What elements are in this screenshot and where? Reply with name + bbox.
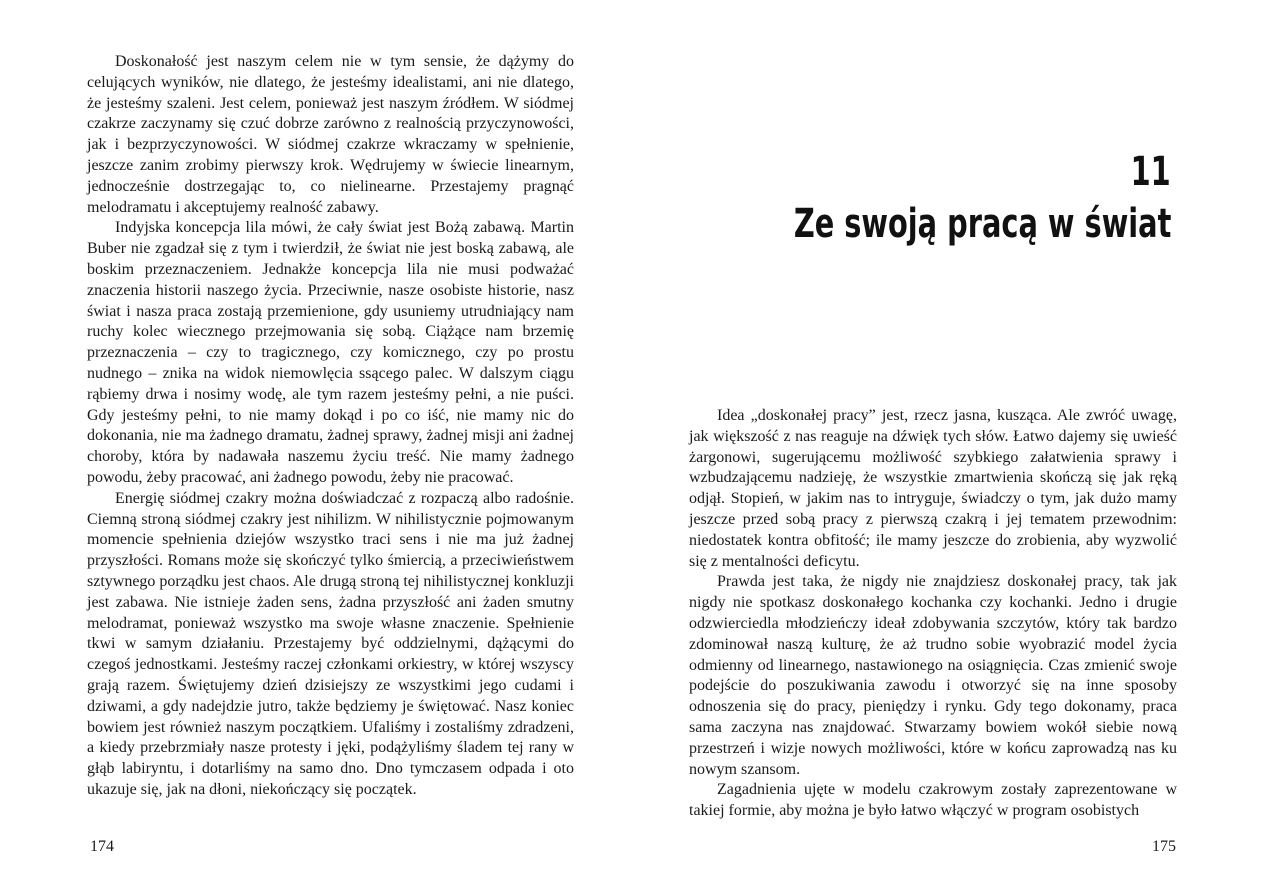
left-paragraph-3: Energię siódmej czakry można doświadczać z rozpaczą albo radośnie. Ciemną stroną siódmej czakry jest nihilizm. W nihilistycznie pojmowanym momencie spełnienia dziejów wszystko traci sens i nie ma już żadnej przyszłości. Romans może się skończyć tylko śmiercią, a przeciwieństwem sztywnego porządku jest chaos. Ale drugą stroną tej nihilistycznej konkluzji jest zabawa. Nie istnieje żaden sens, żadna przyszłość ani żaden smutny melodramat, ponieważ wszystko ma swoje własne znaczenie. Spełnienie tkwi w samym działaniu. Przestajemy być oddzielnymi, dążącymi do czegoś jednostkami. Jesteśmy raczej członkami orkiestry, w której wszyscy grają razem. Świętujemy dzień dzisiejszy ze wszystkimi jego cudami i dziwami, a gdy nadejdzie jutro, także będziemy je świętować. Nasz koniec bowiem jest również naszym początkiem. Ufaliśmy i zostaliśmy zdradzeni, a kiedy przebrzmiały nasze protesty i jęki, podążyliśmy śladem tej rany w głąb labiryntu, i dotarliśmy na samo dno. Dno tymczasem odpada i oto ukazuje się, jak na dłoni, niekończący się początek. bbox=[87, 489, 574, 798]
right-page bbox=[631, 0, 1263, 893]
left-paragraph-1: Doskonałość jest naszym celem nie w tym sensie, że dążymy do celujących wyników, nie dlatego, że jesteśmy idealistami, ani nie dlatego, że jesteśmy szaleni. Jest celem, ponieważ jest naszym źródłem. W siódmej czakrze zaczynamy się czuć dobrze zarówno z realnością przyczynowości, jak i bezprzyczynowości. W siódmej czakrze wkraczamy w spełnienie, jeszcze zanim zrobimy pierwszy krok. Wędrujemy w świecie linearnym, jednocześnie dostrzegając to, co nielinearne. Przestajemy pragnąć melodramatu i akceptujemy realność zabawy. bbox=[87, 53, 574, 216]
chapter-title: Ze swoją pracą w świat bbox=[793, 201, 1171, 247]
right-paragraph-3: Zagadnienia ujęte w modelu czakrowym zostały zaprezentowane w takiej formie, aby można je było łatwo włączyć w program osobistych bbox=[689, 781, 1177, 820]
right-page-number: 175 bbox=[1152, 838, 1176, 855]
left-paragraph-2: Indyjska koncepcja lila mówi, że cały świat jest Bożą zabawą. Martin Buber nie zgadzał się z tym i twierdził, że świat nie jest boską zabawą, ale boskim przeznaczeniem. Jednakże koncepcja lila nie musi podważać znaczenia historii naszego życia. Przeciwnie, nasze osobiste historie, nasz świat i nasza praca zostają przemienione, gdy usuniemy utrudniający nam ruchy kolec wiecznego przejmowania się sobą. Ciążące nam brzemię przeznaczenia – czy to tragicznego, czy komicznego, czy po prostu nudnego – znika na widok niemowlęcia ssącego palec. W dalszym ciągu rąbiemy drwa i nosimy wodę, ale tym razem jesteśmy pełni, a nie puści. Gdy jesteśmy pełni, to nie mamy dokąd i po co iść, nie mamy nic do dokonania, nie ma żadnego dramatu, żadnej sprawy, żadnej misji ani żadnej choroby, która by nadawała naszemu życiu treść. Nie mamy żadnego powodu, żeby pracować, ani żadnego powodu, żeby nie pracować. bbox=[87, 219, 574, 486]
right-paragraph-1: Idea „doskonałej pracy” jest, rzecz jasna, kusząca. Ale zwróć uwagę, jak większość z nas reaguje na dźwięk tych słów. Łatwo dajemy się uwieść żargonowi, sugerującemu możliwość szybkiego załatwienia sprawy i wzbudzającemu nadzieję, że wszystkie zmartwienia skończą się jak ręką odjął. Stopień, w jakim nas to intryguje, świadczy o tym, jak dużo mamy jeszcze przed sobą pracy z pierwszą czakrą i jej tematem przewodnim: niedostatek kontra obfitość; ile mamy jeszcze do zrobienia, aby wyzwolić się z mentalności deficytu. bbox=[689, 407, 1177, 570]
left-page-number: 174 bbox=[90, 838, 114, 855]
chapter-number: 11 bbox=[1130, 149, 1171, 195]
left-page-body bbox=[87, 52, 574, 801]
right-paragraph-2: Prawda jest taka, że nigdy nie znajdziesz doskonałej pracy, tak jak nigdy nie spotkasz doskonałego kochanka czy kochanki. Jedno i drugie odzwierciedla młodzieńczy ideał zdobywania szczytów, który tak bardzo zdominował naszą kulturę, że aż trudno sobie wyobrazić model życia odmienny od linearnego, nastawionego na osiągnięcia. Czas zmienić swoje podejście do poszukiwania zawodu i otworzyć się na inne sposoby odnoszenia się do pracy, pieniędzy i rynku. Gdy tego dokonamy, praca sama zaczyna nas znajdować. Stwarzamy bowiem wokół siebie nową przestrzeń i wizje nowych możliwości, które w końcu zaprowadzą nas ku nowym szansom. bbox=[689, 573, 1177, 778]
right-page-body bbox=[689, 406, 1177, 822]
left-page bbox=[0, 0, 631, 893]
